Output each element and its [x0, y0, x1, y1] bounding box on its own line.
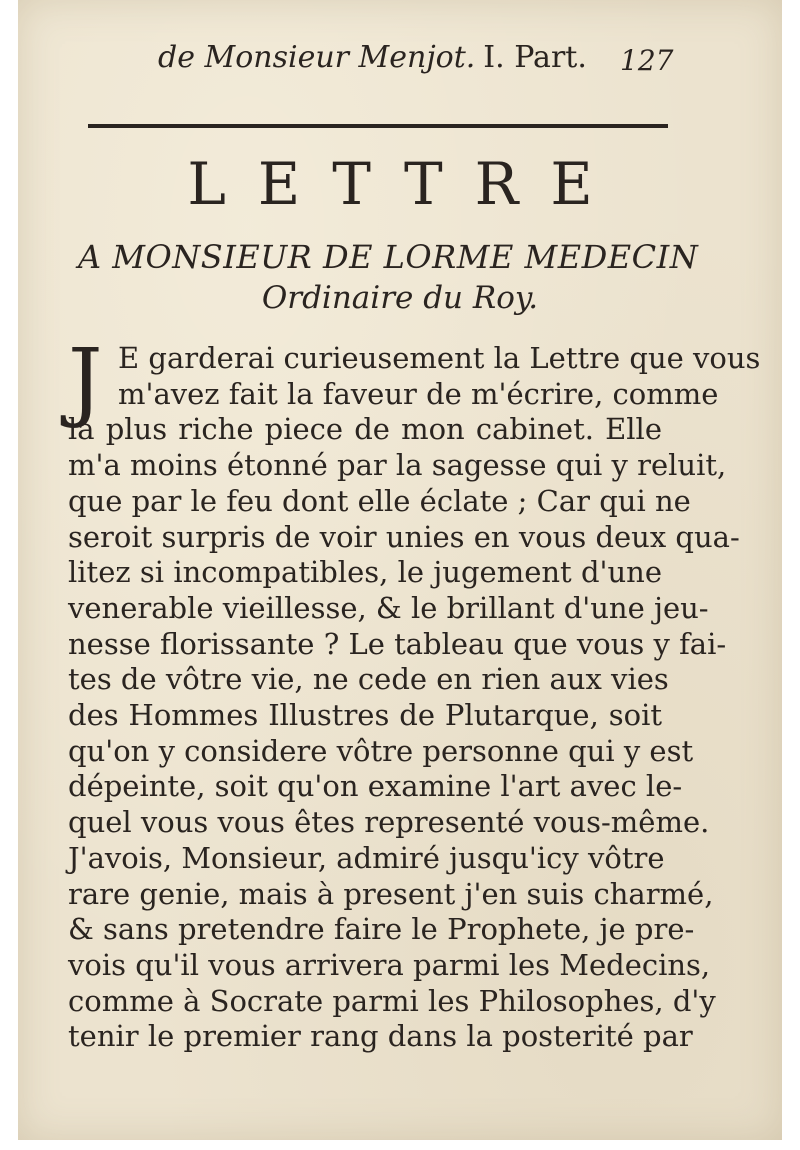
body-line: comme à Socrate parmi les Philosophes, d'y: [68, 983, 716, 1018]
body-line: dépeinte, soit qu'on examine l'art avec le-: [68, 769, 683, 804]
body-line: venerable vieillesse, & le brillant d'une jeu-: [68, 590, 709, 625]
letter-heading: LETTRE: [187, 150, 625, 218]
body-line: rare genie, mais à present j'en suis charmé,: [68, 876, 714, 911]
body-line: vois qu'il vous arrivera parmi les Medecins,: [68, 947, 711, 982]
part-label: I. Part.: [483, 40, 587, 75]
body-line: & sans pretendre faire le Prophete, je pre-: [68, 912, 695, 947]
header-rule: [88, 124, 668, 128]
body-line: litez si incompatibles, le jugement d'une: [68, 555, 662, 590]
body-line: tenir le premier rang dans la posterité par: [68, 1019, 693, 1054]
body-line: m'avez fait la faveur de m'écrire, comme: [118, 376, 719, 411]
body-line: E garderai curieusement la Lettre que vous: [118, 341, 761, 375]
body-line: que par le feu dont elle éclate ; Car qui ne: [68, 483, 691, 518]
body-line: des Hommes Illustres de Plutarque, soit: [68, 698, 662, 732]
running-head: [158, 40, 587, 75]
letter-addressee: A MONSIEUR DE LORME MEDECIN: [78, 238, 699, 276]
body-line: la plus riche piece de mon cabinet. Elle: [68, 412, 662, 447]
body-line: seroit surpris de voir unies en vous deux qua-: [68, 519, 740, 554]
page-number: 127: [620, 44, 674, 77]
body-line: nesse florissante ? Le tableau que vous y fai-: [68, 626, 727, 661]
body-line: m'a moins étonné par la sagesse qui y reluit,: [68, 448, 727, 483]
body-line: qu'on y considere vôtre personne qui y est: [68, 733, 694, 768]
letter-addressee-title: Ordinaire du Roy.: [261, 280, 539, 316]
drop-cap: J: [68, 331, 103, 431]
body-line: tes de vôtre vie, ne cede en rien aux vies: [68, 662, 669, 697]
book-page: [18, 0, 782, 1140]
body-line: J'avois, Monsieur, admiré jusqu'icy vôtre: [68, 840, 665, 875]
running-title: de Monsieur Menjot.: [158, 40, 476, 75]
body-line: quel vous vous êtes representé vous-même.: [68, 805, 710, 840]
